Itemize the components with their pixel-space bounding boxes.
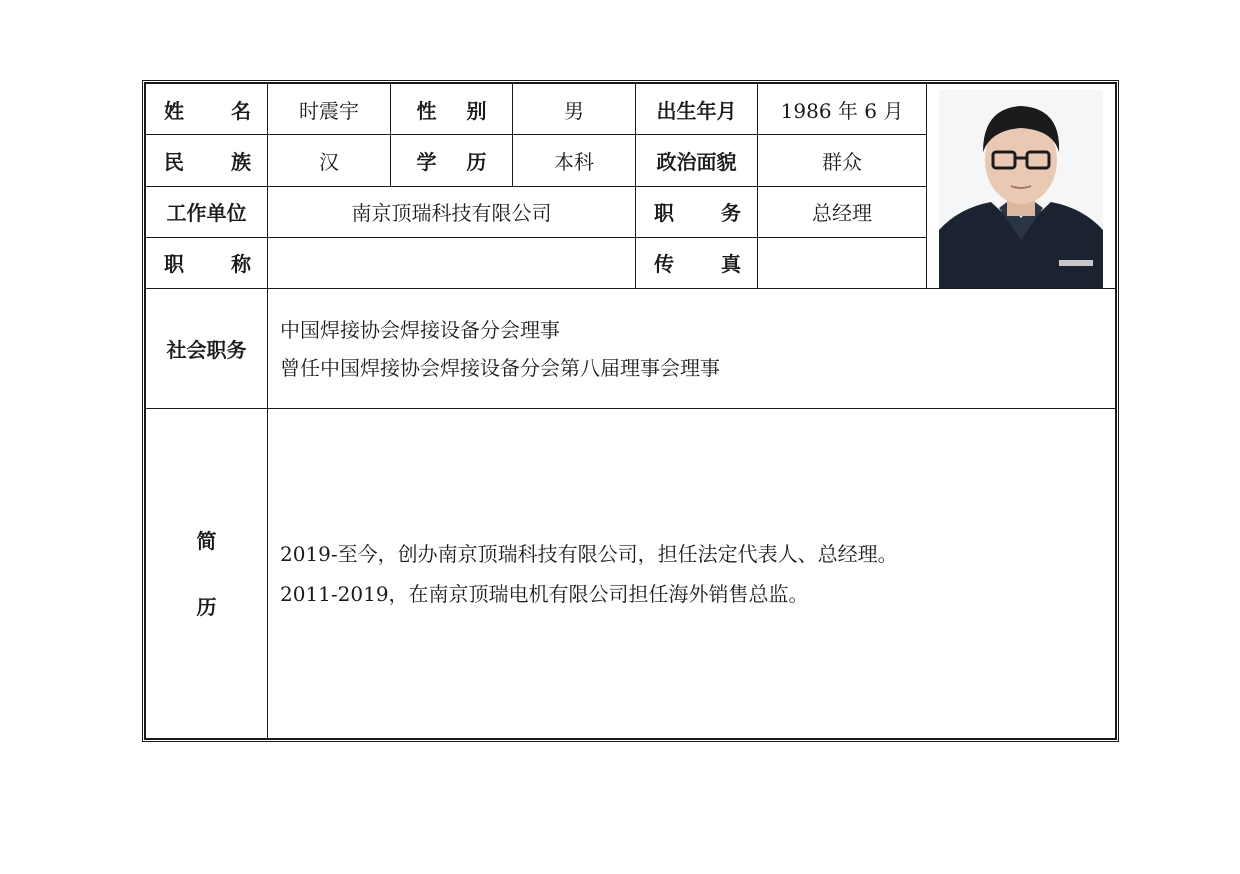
fax-value [758, 237, 927, 288]
name-label: 姓 名 [146, 84, 268, 135]
position-value: 总经理 [758, 186, 927, 237]
position-label: 职 务 [636, 186, 758, 237]
birth-value: 1986 年 6 月 [758, 84, 927, 135]
person-portrait-icon [939, 90, 1103, 288]
education-label: 学 历 [391, 135, 513, 186]
resume-label: 简 历 [146, 409, 268, 739]
social-duties-label: 社会职务 [146, 289, 268, 409]
ethnicity-value: 汉 [268, 135, 391, 186]
resume-content [268, 409, 1116, 739]
social-duty-line: 曾任中国焊接协会焊接设备分会第八届理事会理事 [280, 355, 720, 380]
name-value: 时震宇 [268, 84, 391, 135]
political-value: 群众 [758, 135, 927, 186]
profile-table [145, 83, 1116, 739]
ethnicity-label: 民 族 [146, 135, 268, 186]
social-duty-line: 中国焊接协会焊接设备分会理事 [280, 317, 560, 342]
gender-label: 性 别 [391, 84, 513, 135]
photo-cell [927, 84, 1116, 289]
resume-line: 2011-2019，在南京顶瑞电机有限公司担任海外销售总监。 [280, 581, 809, 606]
gender-value: 男 [513, 84, 636, 135]
education-value: 本科 [513, 135, 636, 186]
birth-label: 出生年月 [636, 84, 758, 135]
resume-line: 2019-至今，创办南京顶瑞科技有限公司，担任法定代表人、总经理。 [280, 541, 898, 566]
title-value [268, 237, 636, 288]
employer-label: 工作单位 [146, 186, 268, 237]
employer-value: 南京顶瑞科技有限公司 [268, 186, 636, 237]
fax-label: 传 真 [636, 237, 758, 288]
profile-form [142, 80, 1119, 742]
title-label: 职 称 [146, 237, 268, 288]
social-duties-content [268, 289, 1116, 409]
political-label: 政治面貌 [636, 135, 758, 186]
